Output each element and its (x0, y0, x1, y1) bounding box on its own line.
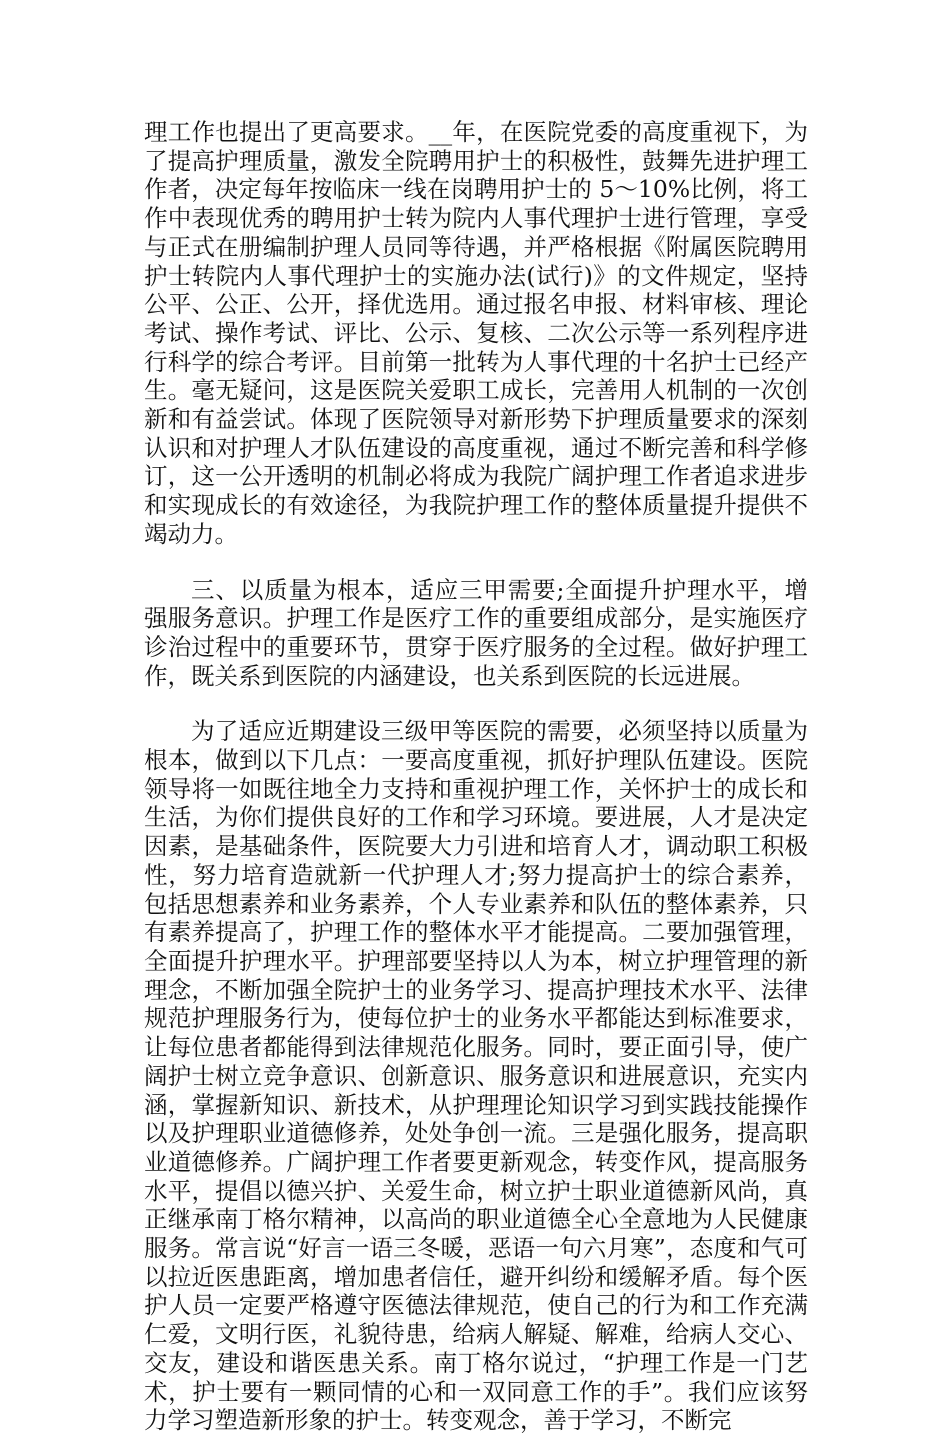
document-page (144, 118, 808, 1435)
paragraph-3: 为了适应近期建设三级甲等医院的需要，必须坚持以质量为根本，做到以下几点：一要高度重视，抓好护理队伍建设。医院领导将一如既往地全力支持和重视护理工作，关怀护士的成长和生活，为你们提供良好的工作和学习环境。要进展，人才是决定因素，是基础条件，医院要大力引进和培育人才，调动职工积极性，努力培育造就新一代护理人才;努力提高护士的综合素养，包括思想素养和业务素养，个人专业素养和队伍的整体素养，只有素养提高了，护理工作的整体水平才能提高。二要加强管理，全面提升护理水平。护理部要坚持以人为本，树立护理管理的新理念，不断加强全院护士的业务学习、提高护理技术水平、法律规范护理服务行为，使每位护士的业务水平都能达到标准要求，让每位患者都能得到法律规范化服务。同时，要正面引导，使广阔护士树立竞争意识、创新意识、服务意识和进展意识，充实内涵，掌握新知识、新技术，从护理理论知识学习到实践技能操作以及护理职业道德修养，处处争创一流。三是强化服务，提高职业道德修养。广阔护理工作者要更新观念，转变作风，提高服务水平，提倡以德兴护、关爱生命，树立护士职业道德新风尚，真正继承南丁格尔精神，以高尚的职业道德全心全意地为人民健康服务。常言说“好言一语三冬暖，恶语一句六月寒”，态度和气可以拉近医患距离，增加患者信任，避开纠纷和缓解矛盾。每个医护人员一定要严格遵守医德法律规范，使自己的行为和工作充满仁爱，文明行医，礼貌待患，给病人解疑、解难，给病人交心、交友，建设和谐医患关系。南丁格尔说过，“护理工作是一门艺术，护士要有一颗同情的心和一双同意工作的手”。我们应该努力学习塑造新形象的护士。转变观念，善于学习，不断完 (144, 717, 808, 1435)
paragraph-spacer (144, 690, 808, 717)
paragraph-spacer (144, 549, 808, 576)
paragraph-2: 三、以质量为根本，适应三甲需要;全面提升护理水平，增强服务意识。护理工作是医疗工作的重要组成部分，是实施医疗诊治过程中的重要环节，贯穿于医疗服务的全过程。做好护理工作，既关系到医院的内涵建设，也关系到医院的长远进展。 (144, 575, 808, 690)
paragraph-1: 理工作也提出了更高要求。__年，在医院党委的高度重视下，为了提高护理质量，激发全院聘用护士的积极性，鼓舞先进护理工作者，决定每年按临床一线在岗聘用护士的 5～10%比例，将工作中表现优秀的聘用护士转为院内人事代理护士进行管理，享受与正式在册编制护理人员同等待遇，并严格根据《附属医院聘用护士转院内人事代理护士的实施办法(试行)》的文件规定，坚持公平、公正、公开，择优选用。通过报名申报、材料审核、理论考试、操作考试、评比、公示、复核、二次公示等一系列程序进行科学的综合考评。目前第一批转为人事代理的十名护士已经产生。毫无疑问，这是医院关爱职工成长，完善用人机制的一次创新和有益尝试。体现了医院领导对新形势下护理质量要求的深刻认识和对护理人才队伍建设的高度重视，通过不断完善和科学修订，这一公开透明的机制必将成为我院广阔护理工作者追求进步和实现成长的有效途径，为我院护理工作的整体质量提升提供不竭动力。 (144, 118, 808, 548)
